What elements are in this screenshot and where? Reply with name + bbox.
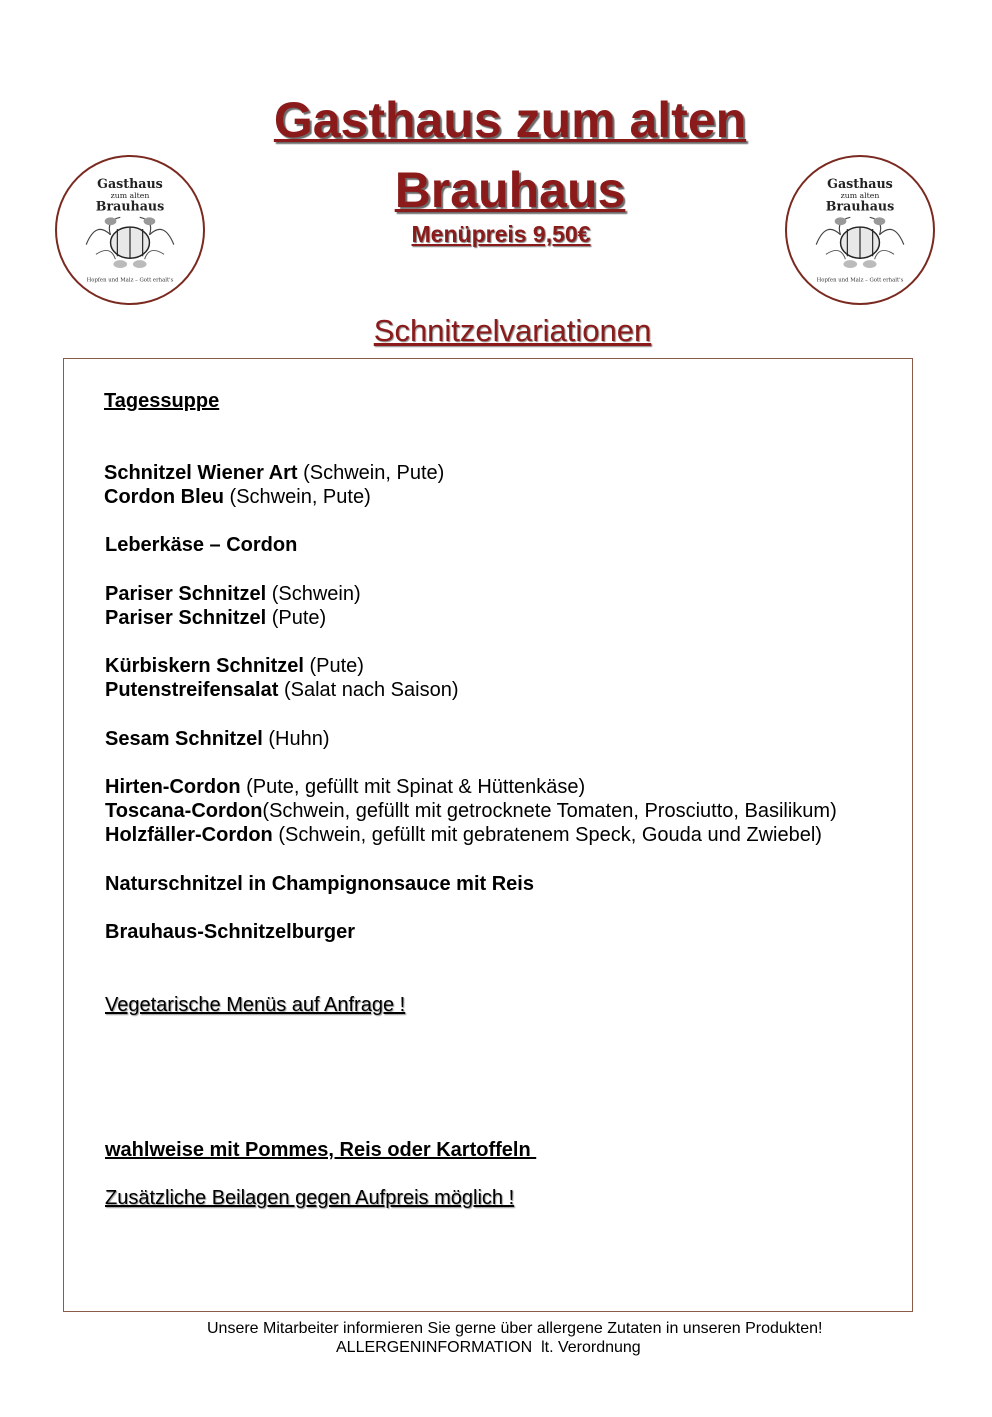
- menu-item: Holzfäller-Cordon (Schwein, gefüllt mit gebratenem Speck, Gouda und Zwiebel): [105, 824, 822, 846]
- menu-item: Cordon Bleu (Schwein, Pute): [104, 486, 371, 508]
- logo-text-2: zum alten: [110, 190, 150, 200]
- menu-item: Putenstreifensalat (Salat nach Saison): [105, 679, 459, 701]
- menu-item: Toscana-Cordon(Schwein, gefüllt mit getrocknete Tomaten, Prosciutto, Basilikum): [105, 800, 837, 822]
- allergen-info: ALLERGENINFORMATION lt. Verordnung: [336, 1339, 641, 1356]
- menu-item: Pariser Schnitzel (Pute): [105, 607, 327, 629]
- logo-text-3: Brauhaus: [95, 198, 165, 214]
- logo-text-1: Gasthaus: [97, 176, 163, 192]
- menu-item: Hirten-Cordon (Pute, gefüllt mit Spinat & Hüttenkäse): [105, 776, 586, 798]
- logo-motto: Hopfen und Malz – Gott erhalt's: [816, 277, 904, 284]
- sides-note: wahlweise mit Pommes, Reis oder Kartoffeln: [105, 1139, 537, 1161]
- menu-item: Leberkäse – Cordon: [105, 534, 298, 556]
- logo-motto: Hopfen und Malz – Gott erhalt's: [86, 277, 174, 284]
- logo-text-3: Brauhaus: [825, 198, 895, 214]
- menu-item: Naturschnitzel in Champignonsauce mit Reis: [105, 873, 534, 895]
- section-title: Schnitzelvariationen: [373, 313, 652, 348]
- restaurant-title-line2: Brauhaus: [394, 162, 626, 218]
- allergen-note: Unsere Mitarbeiter informieren Sie gerne über allergene Zutaten in unseren Produkten!: [207, 1320, 823, 1337]
- restaurant-title-line1: Gasthaus zum alten: [273, 92, 747, 148]
- menu-price: Menüpreis 9,50€: [411, 221, 591, 247]
- menu-item: Pariser Schnitzel (Schwein): [105, 583, 361, 605]
- menu-item: Schnitzel Wiener Art (Schwein, Pute): [104, 462, 445, 484]
- logo-text-1: Gasthaus: [827, 176, 893, 192]
- soup-item: Tagessuppe: [104, 390, 220, 412]
- menu-item: Sesam Schnitzel (Huhn): [105, 728, 330, 750]
- logo-text-2: zum alten: [840, 190, 880, 200]
- vegetarian-note: Vegetarische Menüs auf Anfrage !: [105, 994, 406, 1016]
- extra-sides-note: Zusätzliche Beilagen gegen Aufpreis möglich !: [105, 1187, 515, 1209]
- menu-item: Kürbiskern Schnitzel (Pute): [105, 655, 364, 677]
- menu-item: Brauhaus-Schnitzelburger: [105, 921, 356, 943]
